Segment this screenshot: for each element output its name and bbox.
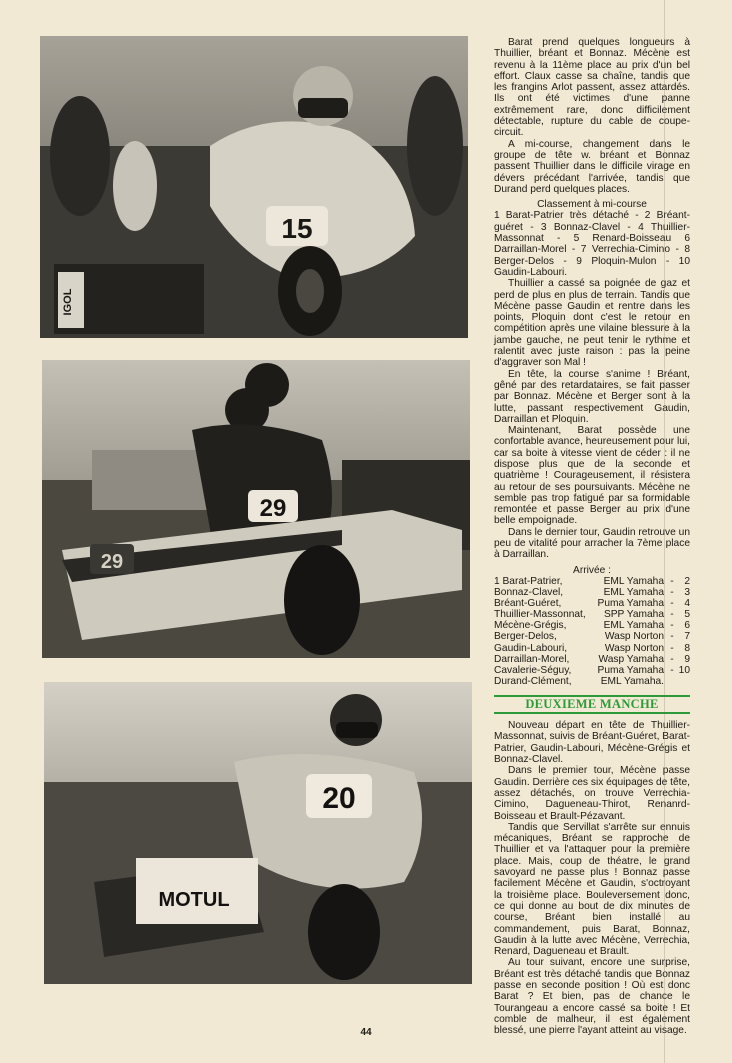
plate-number-15: 15	[281, 213, 313, 244]
table-row	[494, 643, 690, 654]
paragraph: Dans le dernier tour, Gaudin retrouve un peu de vitalité pour arracher la 7ème place à Darraillan.	[494, 526, 690, 561]
table-row	[494, 665, 690, 676]
cell-pos: 3	[684, 587, 690, 599]
cell-team: Mécène-Grégis,	[494, 620, 567, 632]
cell-pos: 8	[684, 642, 690, 654]
paragraph: Thuillier a cassé sa poignée de gaz et perd de plus en plus de terrain. Tandis que Mécène passe Gaudin et rentre dans les points, Ploquin dont c'est le retour en compétition après une vilaine blessure à la jambe gauche, ne peut tenir le rythme et ralentit avec juste raison : pas la peine d'aggraver son Mal !	[494, 278, 690, 369]
photo-sidecar-15	[40, 36, 468, 338]
table-row	[494, 576, 690, 587]
cell-dash: -	[670, 620, 674, 632]
paragraph: En tête, la course s'anime ! Bréant, gêné par des retardataires, se fait passer par Bonnaz. Mécène et Berger sont à la lutte, passant respectivement Gaudin, Darraillan et Ploquin.	[494, 368, 690, 425]
cell-team: Cavalerie-Séguy,	[494, 664, 572, 676]
photo-sidecar-29	[42, 360, 470, 658]
paragraph: Tandis que Servillat s'arrête sur ennuis mécaniques, Bréant se rapproche de Thuillier et va l'attaquer pour la première place. Mais, coup de théatre, le grand savoyard ne passe plus ! Bonnaz passe facilement Mécène et Gaudin, s'octroyant la troisième place. Bouleversement donc, ce qui donne au bout de dix minutes de course, Bréant bien installé au commandement, puis Barat, Bonnaz, Gaudin à la lutte avec Mécène, Verrechia, Renard, Dagueneau et Brault.	[494, 821, 690, 958]
cell-dash	[668, 676, 676, 687]
paragraph: Maintenant, Barat possède une confortable avance, heureusement pour lui, car sa boite à vitesse vient de céder : il ne dispose plus que de la seconde et quatrième ! Courageusement, il résistera au retour de ses poursuivants. Mécène ne semble pas trop fatigué par sa formidable remontée et passe Berger au prix d'une belle empoignade.	[494, 425, 690, 527]
cell-make: Puma Yamaha	[597, 598, 664, 610]
table-row	[494, 609, 690, 620]
article-column	[494, 37, 690, 1037]
cell-make: EML Yamaha	[603, 587, 664, 599]
paragraph: Barat prend quelques longueurs à Thuillier, bréant et Bonnaz. Mécène est revenu à la 11ème place au prix d'un bel effort. Claux casse sa chaîne, tandis que les frangins Arlot passent, assez attardés. Ils ont été victimes d'une panne extrêmement rare, donc difficilement détectable, rupture du cable de coupe-circuit.	[494, 37, 690, 139]
page-number: 44	[360, 1027, 372, 1038]
cell-dash: -	[670, 653, 674, 665]
cell-pos: 4	[684, 598, 690, 610]
cell-make: Wasp Norton	[604, 642, 664, 654]
paragraph: A mi-course, changement dans le groupe de tête w. bréant et Bonnaz passent Thuillier dans le difficile virage en dévers précédant l'arrivée, tandis que Durand perd quelques places.	[494, 138, 690, 195]
table-row	[494, 654, 690, 665]
plate-number-20: 20	[322, 782, 356, 815]
cell-team: Darraillan-Morel,	[494, 653, 570, 665]
cell-make: Wasp Yamaha	[598, 653, 664, 665]
cell-pos: 9	[684, 653, 690, 665]
cell-team: Bonnaz-Clavel,	[494, 587, 564, 599]
cell-dash: -	[670, 575, 674, 587]
cell-dash: -	[670, 598, 674, 610]
table-row	[494, 598, 690, 609]
mid-course-title: Classement à mi-course	[537, 199, 647, 211]
cell-pos	[676, 676, 690, 687]
cell-make: EML Yamaha.	[600, 675, 664, 687]
cell-pos: 6	[684, 620, 690, 632]
cell-dash: -	[670, 631, 674, 643]
cell-team: Durand-Clément,	[494, 675, 572, 687]
cell-team: Gaudin-Labouri,	[494, 642, 568, 654]
page-crease	[664, 0, 665, 1063]
paragraph: Nouveau départ en tête de Thuillier-Massonnat, suivis de Bréant-Guéret, Barat-Patrier, Gaudin-Labouri, Mécène-Grégis et Bonnaz-Clavel.	[494, 720, 690, 766]
cell-pos: 7	[684, 631, 690, 643]
sponsor-igol: IGOL	[62, 288, 74, 316]
cell-dash: -	[670, 642, 674, 654]
cell-make: Wasp Norton	[604, 631, 664, 643]
cell-make: EML Yamaha	[603, 575, 664, 587]
section-heading: DEUXIEME MANCHE	[494, 695, 690, 714]
paragraph: Au tour suivant, encore une surprise, Bréant est très détaché tandis que Bonnaz passe en seconde position ! Où est donc Barat ? Et bien, pas de chance le Tourangeau a encore cassé sa boite ! Et comble de malheur, il est également blessé, une pierre l'ayant atteint au visage.	[494, 957, 690, 1037]
cell-team: Bréant-Guéret,	[494, 598, 562, 610]
plate-number-29: 29	[259, 495, 287, 522]
cell-dash: -	[670, 664, 674, 676]
cell-make: SPP Yamaha	[603, 609, 664, 621]
table-row	[494, 631, 690, 642]
mid-course-classification: 1 Barat-Patrier très détaché - 2 Bréant-guéret - 3 Bonnaz-Clavel - 4 Thuillier-Massonnat - 5 Renard-Boisseau 6 Darraillan-Morel - 7 Verrechia-Cimino - 8 Berger-Delos - 9 Ploquin-Mulon - 10 Gaudin-Labouri.	[494, 210, 690, 278]
cell-team: Thuillier-Massonnat,	[494, 609, 586, 621]
table-row	[494, 676, 690, 687]
cell-dash: -	[670, 609, 674, 621]
cell-team: 1 Barat-Patrier,	[494, 575, 563, 587]
cell-make: Puma Yamaha	[597, 664, 664, 676]
table-row	[494, 620, 690, 631]
cell-pos: 10	[678, 664, 690, 676]
arrivee-title: Arrivée :	[573, 564, 611, 576]
cell-pos: 5	[684, 609, 690, 621]
cell-team: Berger-Delos,	[494, 631, 557, 643]
sidecar-number-29: 29	[100, 551, 124, 573]
arrivee-table	[494, 576, 690, 687]
cell-pos: 2	[684, 575, 690, 587]
paragraph: Dans le premier tour, Mécène passe Gaudin. Derrière ces six équipages de tête, assez détachés, on trouve Verrechia-Cimino, Dagueneau-Thirot, Renanrd-Boisseau et Brault-Pézavant.	[494, 765, 690, 822]
cell-make: EML Yamaha	[603, 620, 664, 632]
table-row	[494, 587, 690, 598]
cell-dash: -	[670, 587, 674, 599]
photo-sidecar-20	[44, 682, 472, 984]
sponsor-motul: MOTUL	[158, 889, 230, 911]
